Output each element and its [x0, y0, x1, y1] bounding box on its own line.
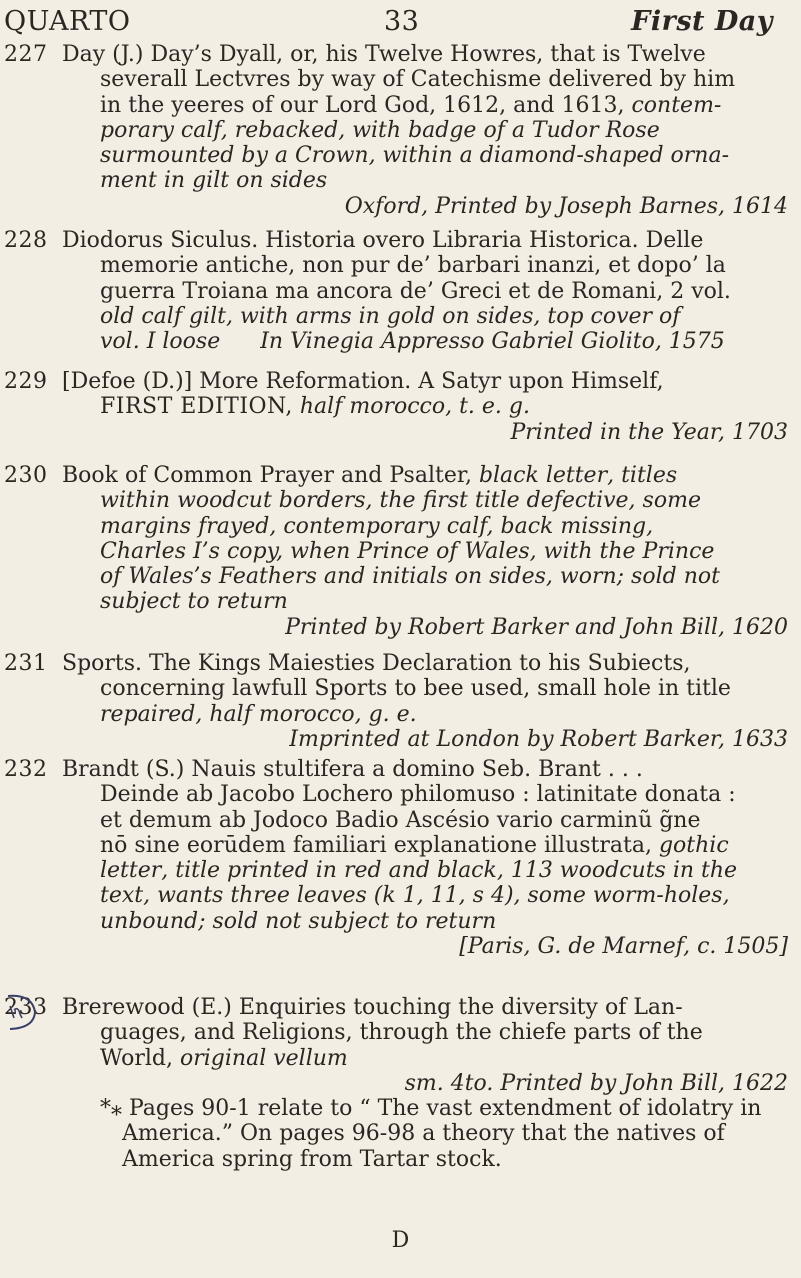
entry-text: [62, 757, 792, 959]
entry-line: memorie antiche, non pur de’ barbari inanzi, et dopo’ la: [100, 253, 726, 279]
lot-number: 228: [4, 228, 48, 253]
entry-line: vol. I loose In Vinegia Appresso Gabriel Giolito, 1575: [100, 329, 725, 355]
entry-text: [62, 463, 792, 640]
entry-line: Brandt (S.) Nauis stultifera a domino Seb. Brant . . .: [62, 757, 643, 782]
page-number: 33: [384, 6, 420, 37]
lot-number: 233: [4, 995, 48, 1020]
entry-line: Charles I’s copy, when Prince of Wales, with the Prince: [100, 538, 715, 564]
entry-line: nō sine eorūdem familiari explanatione illustrata, gothic: [100, 832, 729, 858]
entry-line: Sports. The Kings Maiesties Declaration to his Subiects,: [62, 651, 691, 676]
entry-line: Brerewood (E.) Enquiries touching the diversity of Lan-: [62, 995, 683, 1020]
entry-line: Book of Common Prayer and Psalter, black letter, titles: [62, 463, 678, 488]
entry-text: [62, 651, 792, 752]
entry-line: FIRST EDITION, half morocco, t. e. g.: [100, 394, 530, 420]
page-header: [0, 6, 801, 46]
entry-text: [62, 369, 792, 445]
imprint: Oxford, Printed by Joseph Barnes, 1614: [344, 193, 788, 219]
entry-line: porary calf, rebacked, with badge of a Tudor Rose: [100, 117, 660, 143]
imprint: [Paris, G. de Marnef, c. 1505]: [459, 934, 788, 960]
imprint: Imprinted at London by Robert Barker, 1633: [289, 726, 788, 752]
lot-number: 232: [4, 757, 48, 782]
header-format: QUARTO: [4, 6, 131, 37]
imprint: sm. 4to. Printed by John Bill, 1622: [404, 1070, 788, 1096]
entry-line: unbound; sold not subject to return: [100, 908, 497, 934]
entry-text: [62, 42, 792, 219]
imprint: Printed in the Year, 1703: [510, 419, 788, 445]
entry-line: text, wants three leaves (k 1, 11, s 4), some worm-holes,: [100, 883, 730, 909]
entry-line: guerra Troiana ma ancora de’ Greci et de Romani, 2 vol.: [100, 278, 731, 304]
header-section: First Day: [631, 6, 773, 37]
entry-line: in the yeeres of our Lord God, 1612, and 1613, contem-: [100, 92, 722, 118]
margin-pencil-mark-icon: [2, 992, 38, 1032]
entry-line: surmounted by a Crown, within a diamond-shaped orna-: [100, 143, 729, 169]
entry-line: Deinde ab Jacobo Lochero philomuso : latinitate donata :: [100, 782, 736, 808]
lot-number: 227: [4, 42, 48, 67]
imprint: Printed by Robert Barker and John Bill, 1620: [285, 614, 788, 640]
entry-note: America spring from Tartar stock.: [122, 1146, 502, 1172]
entry-line: subject to return: [100, 589, 288, 615]
entry-line: concerning lawfull Sports to bee used, small hole in title: [100, 676, 731, 702]
entry-text: [62, 995, 792, 1172]
entry-note: *⁎ Pages 90-1 relate to “ The vast extendment of idolatry in: [100, 1096, 762, 1122]
entry-line: et demum ab Jodoco Badio Ascésio vario carminũ g̃ne: [100, 807, 701, 833]
entry-text: [62, 228, 792, 354]
entry-line: of Wales’s Feathers and initials on sides, worn; sold not: [100, 564, 720, 590]
lot-number: 229: [4, 369, 48, 394]
signature-mark: D: [391, 1228, 410, 1253]
entry-line: Day (J.) Day’s Dyall, or, his Twelve Howres, that is Twelve: [62, 42, 706, 67]
entry-note: America.” On pages 96-98 a theory that the natives of: [122, 1121, 725, 1147]
entry-line: severall Lectvres by way of Catechisme delivered by him: [100, 67, 736, 93]
entry-line: repaired, half morocco, g. e.: [100, 701, 417, 727]
lot-number: 230: [4, 463, 48, 488]
entry-line: World, original vellum: [100, 1045, 348, 1071]
entry-line: within woodcut borders, the first title defective, some: [100, 488, 701, 514]
entry-line: guages, and Religions, through the chiefe parts of the: [100, 1020, 703, 1046]
entry-line: ment in gilt on sides: [100, 168, 328, 194]
lot-number: 231: [4, 651, 48, 676]
entry-line: old calf gilt, with arms in gold on sides, top cover of: [100, 303, 681, 329]
entry-line: [Defoe (D.)] More Reformation. A Satyr upon Himself,: [62, 369, 664, 394]
entry-line: letter, title printed in red and black, 113 woodcuts in the: [100, 858, 738, 884]
entry-line: margins frayed, contemporary calf, back missing,: [100, 513, 654, 539]
entry-line: Diodorus Siculus. Historia overo Libraria Historica. Delle: [62, 228, 704, 253]
